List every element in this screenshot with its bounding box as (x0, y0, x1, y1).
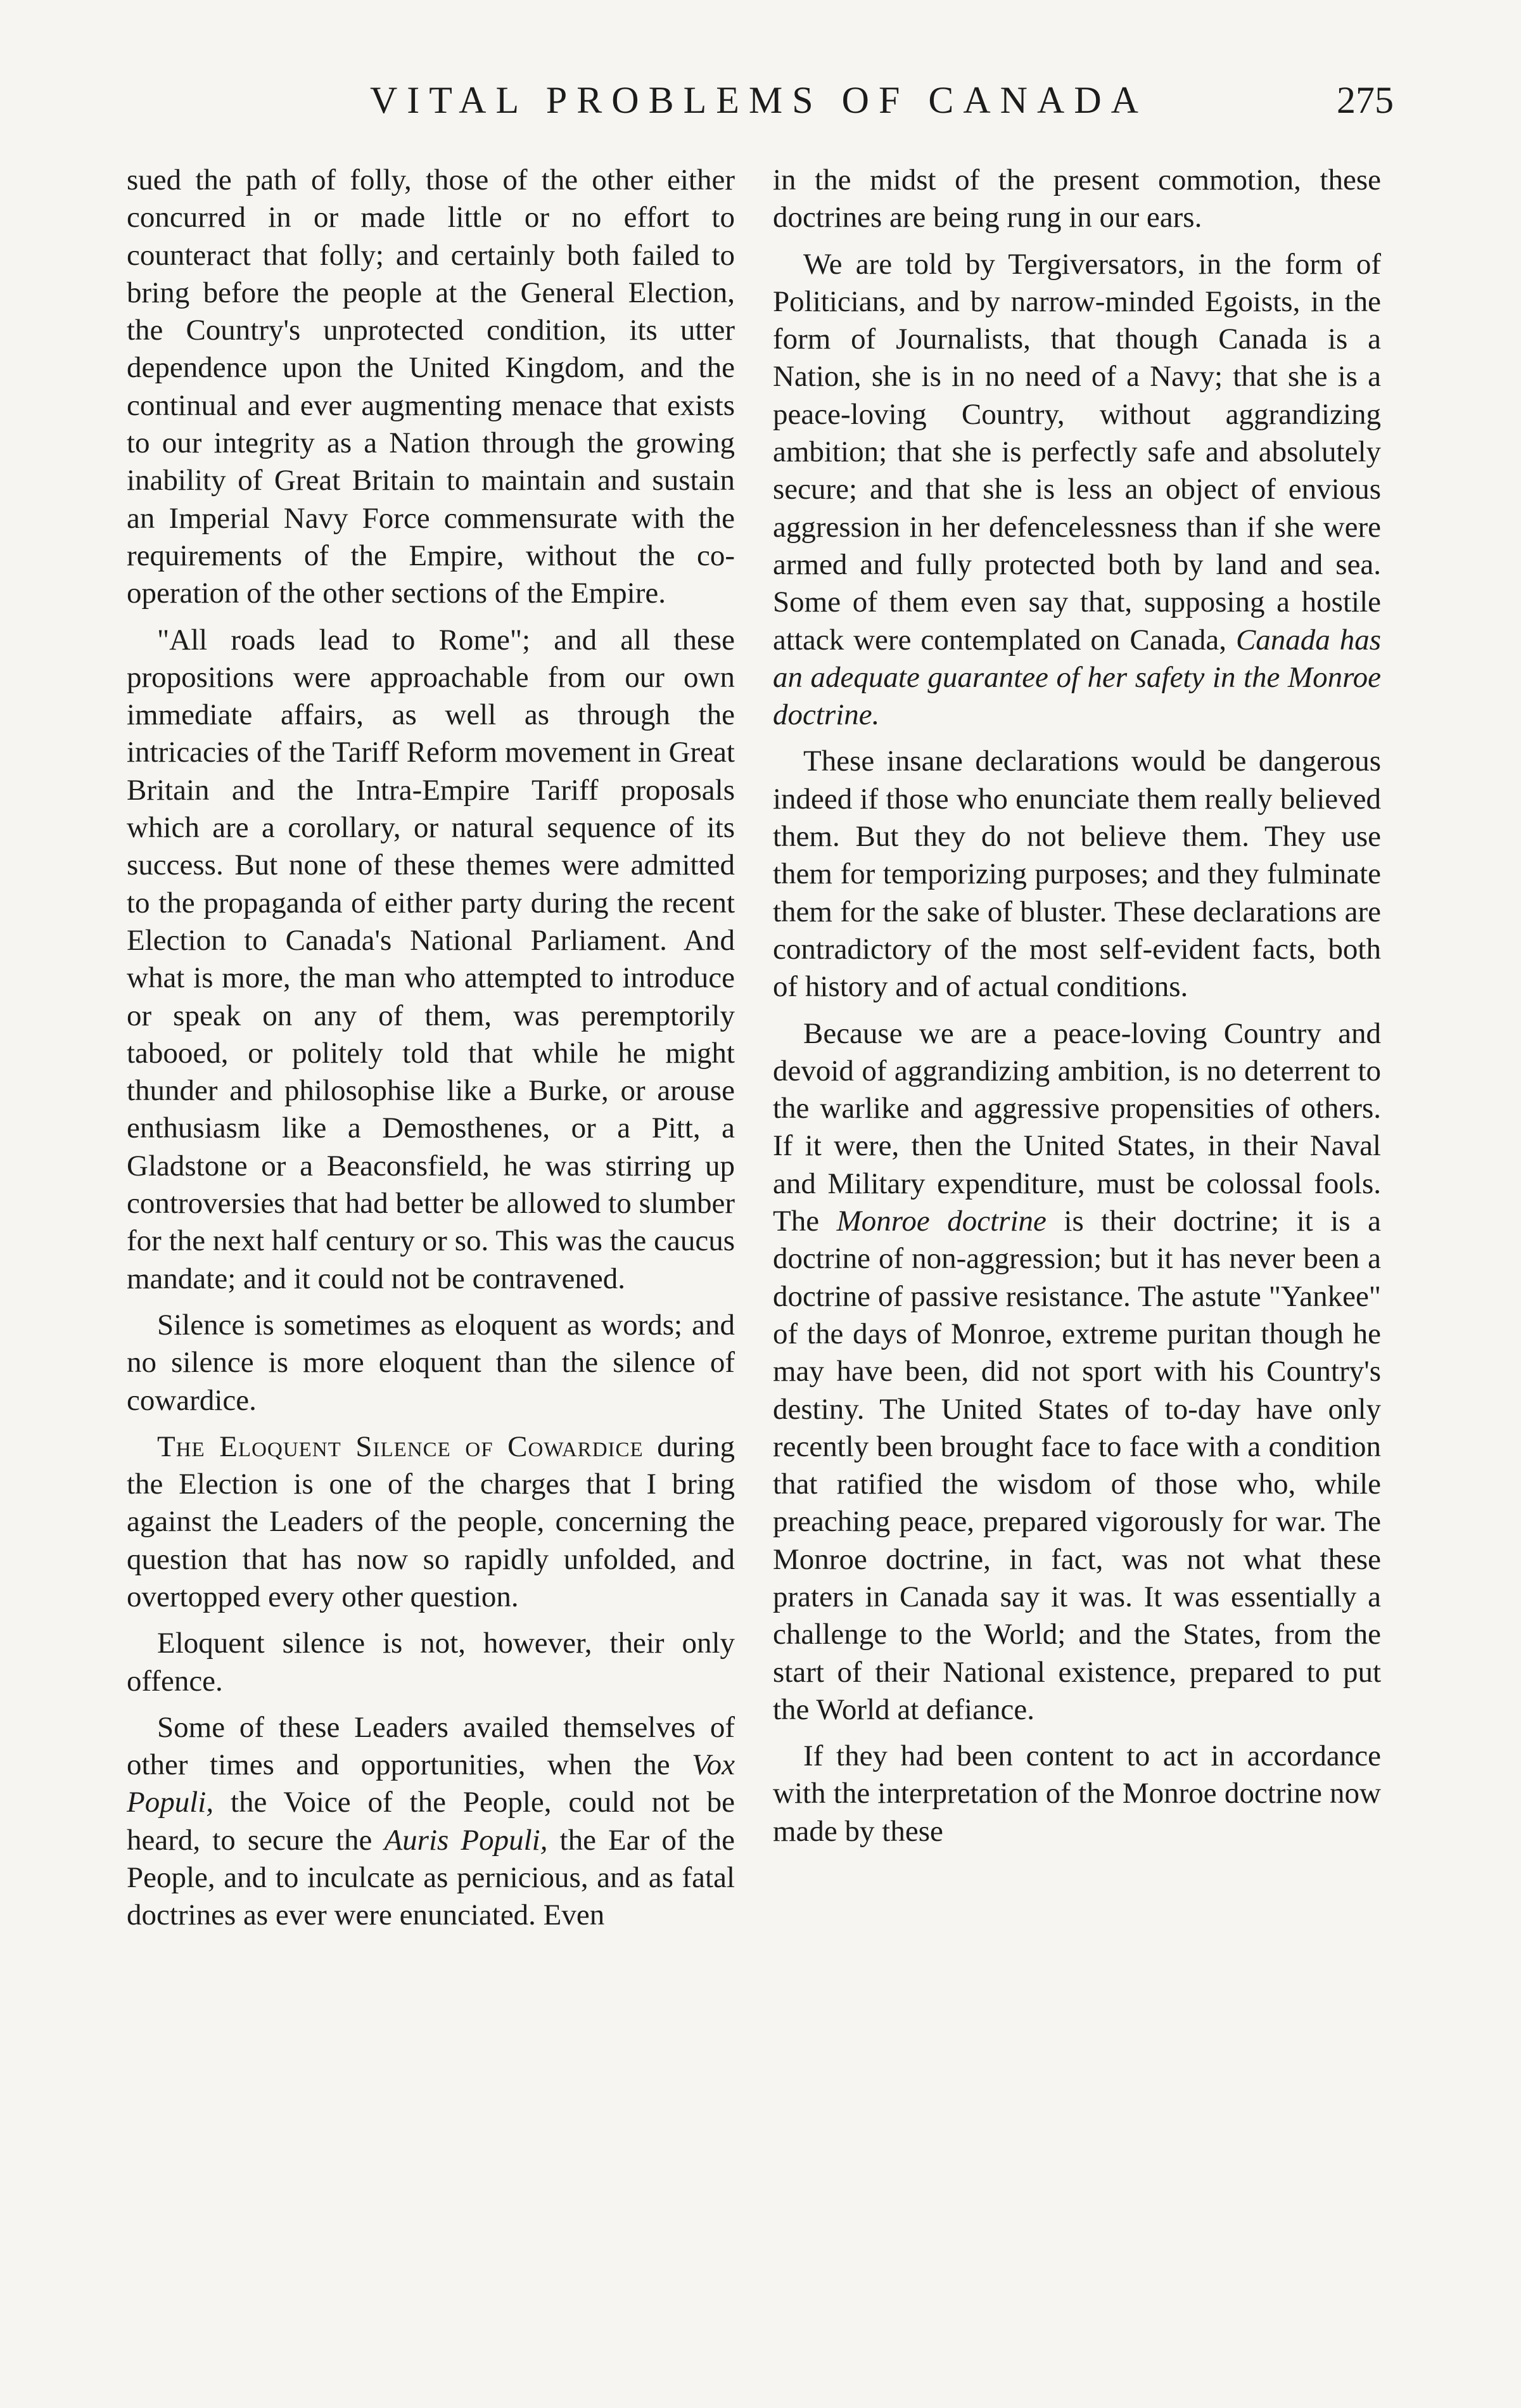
paragraph: sued the path of folly, those of the other either concurred in or made little or no effort to counteract that folly; and certainly both failed to bring before the people at the General Election, the Country's unprotected condition, its utter dependence upon the United Kingdom, and the continual and ever augmenting menace that exists to our integrity as a Nation through the growing inability of Great Britain to maintain and sustain an Imperial Navy Force commensurate with the requirements of the Empire, without the co-operation of the other sections of the Empire. (127, 163, 735, 610)
small-caps-lead: The Eloquent Silence of Cowardice (157, 1430, 644, 1463)
paragraph: in the midst of the present commotion, these doctrines are being rung in our ears. (773, 163, 1381, 234)
paragraph (773, 246, 1381, 734)
italic-phrase: Monroe doctrine (836, 1205, 1047, 1238)
paragraph-text: the Voice of the People, could not be heard, to secure the (127, 1786, 735, 1857)
paragraph-text: We are told by Tergiversators, in the form of Politicians, and by narrow-minded Egoists, in the form of Journalists, that though Canada is a Nation, she is in no need of a Navy; that she is a peace-loving Country, without aggrandizing ambition; that she is perfectly safe and absolutely secure; and that she is less an object of envious aggression in her defencelessness than if she were armed and fully protected both by land and sea. Some of them even say that, supposing a hostile attack were contemplated on Canada, (773, 247, 1381, 656)
paragraph-text: during the Election is one of the charges that I bring against the Leaders of the people, concerning the question that has now so rapidly unfolded, and overtopped every other question. (127, 1430, 735, 1613)
paragraph: Eloquent silence is not, however, their only offence. (127, 1627, 735, 1698)
italic-phrase: Vox Populi, (127, 1748, 735, 1819)
running-title: VITAL PROBLEMS OF CANADA (369, 79, 1149, 121)
paragraph-text: the Ear of the People, and to inculcate as pernicious, and as fatal doctrines as ever were enunciated. Even (127, 1823, 735, 1932)
italic-phrase: Canada has an adequate guarantee of her safety in the Monroe doctrine. (773, 623, 1382, 732)
page-number: 275 (1337, 79, 1394, 121)
paragraph (773, 1015, 1381, 1729)
paragraph: "All roads lead to Rome"; and all these propositions were approachable from our own immediate affairs, as well as through the intricacies of the Tariff Reform movement in Great Britain and the Intra-Empire Tariff proposals which are a corollary, or natural sequence of its success. But none of these themes were admitted to the propaganda of either party during the recent Election to Canada's National Parliament. And what is more, the man who attempted to introduce or speak on any of them, was peremptorily tabooed, or politely told that while he might thunder and philosophise like a Burke, or arouse enthusiasm like a Demosthenes, or a Pitt, a Gladstone or a Beaconsfield, he was stirring up controversies that had better be allowed to slumber for the next half century or so. This was the caucus mandate; and it could not be contravened. (127, 623, 735, 1295)
paragraph: Silence is sometimes as eloquent as words; and no silence is more eloquent than the silence of cowardice. (127, 1308, 735, 1417)
paragraph (127, 1709, 735, 1935)
left-column (127, 162, 735, 1944)
right-column (773, 162, 1381, 1859)
paragraph: If they had been content to act in accordance with the interpretation of the Monroe doctrine now made by these (773, 1739, 1381, 1848)
paragraph (127, 1428, 735, 1616)
italic-phrase: Auris Populi, (384, 1823, 548, 1857)
paragraph-text: is their doctrine; it is a doctrine of non-aggression; but it has never been a doctrine of passive resistance. The astute "Yankee" of the days of Monroe, extreme puritan though he may have been, did not sport with his Country's destiny. The United States of to-day have only recently been brought face to face with a condition that ratified the wisdom of those who, while preaching peace, prepared vigorously for war. The Monroe doctrine, in fact, was not what these praters in Canada say it was. It was essentially a challenge to the World; and the States, from the start of their National existence, prepared to put the World at defiance. (773, 1205, 1381, 1726)
page-header (0, 75, 1521, 125)
paragraph-text: Some of these Leaders availed themselves of other times and opportunities, when the (127, 1710, 735, 1782)
paragraph-text: Because we are a peace-loving Country and devoid of aggrandizing ambition, is no deterrent to the warlike and aggressive propensities of others. If it were, then the United States, in their Naval and Military expenditure, must be colossal fools. The (773, 1016, 1381, 1238)
paragraph: These insane declarations would be dangerous indeed if those who enunciate them really believed them. But they do not believe them. They use them for temporizing purposes; and they fulminate them for the sake of bluster. These declarations are contradictory of the most self-evident facts, both of history and of actual conditions. (773, 745, 1381, 1004)
